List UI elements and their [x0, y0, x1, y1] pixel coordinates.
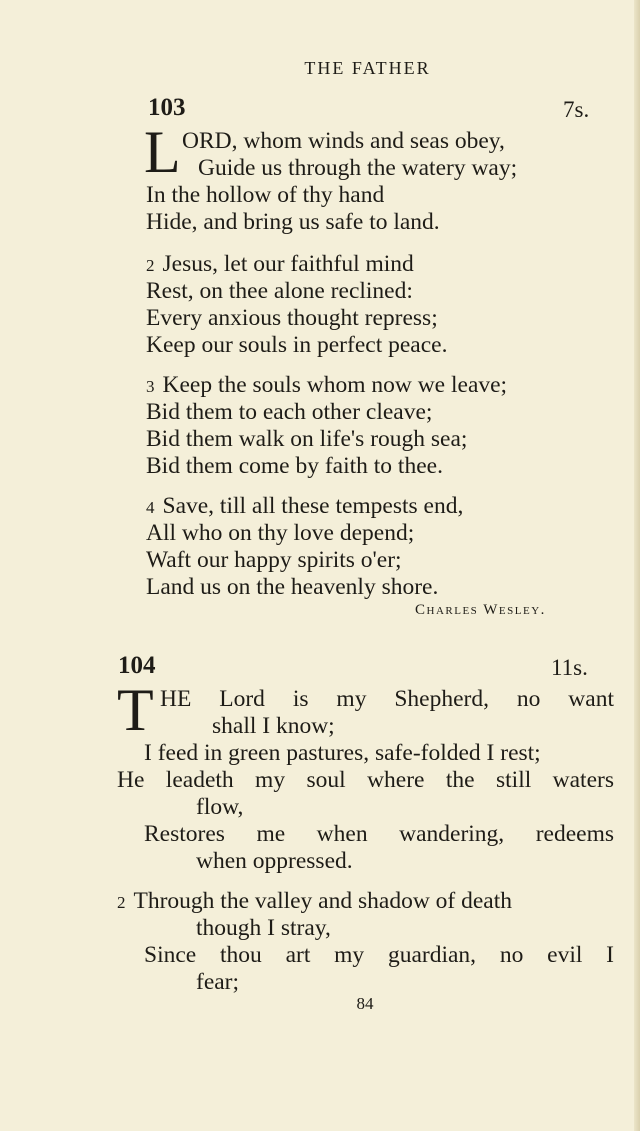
verse-line: Every anxious thought repress; — [146, 305, 438, 331]
verse-line: In the hollow of thy hand — [146, 182, 385, 208]
verse-line: when oppressed. — [196, 848, 353, 874]
stanza-number: 2 — [146, 256, 155, 275]
verse-line: All who on thy love depend; — [146, 520, 415, 546]
verse-line: Hide, and bring us safe to land. — [146, 209, 440, 235]
verse-text: Keep the souls whom now we leave; — [162, 372, 508, 398]
verse-text: Jesus, let our faithful mind — [162, 251, 414, 277]
verse-line: Rest, on thee alone reclined: — [146, 278, 413, 304]
hymn-meter: 7s. — [563, 97, 590, 122]
verse-line: Since thou art my guardian, no evil I — [144, 942, 614, 968]
verse-line: Land us on the heavenly shore. — [146, 574, 439, 600]
verse-line: Restores me when wandering, redeems — [144, 821, 614, 847]
verse-line: fear; — [196, 969, 240, 995]
stanza-number: 3 — [146, 377, 155, 396]
author-attribution: Charles Wesley. — [415, 602, 546, 618]
verse-line: Bid them come by faith to thee. — [146, 453, 443, 479]
page-edge — [634, 0, 640, 1131]
hymn-meter: 11s. — [551, 655, 588, 680]
verse-text: Through the valley and shadow of death — [133, 888, 513, 914]
verse-line: flow, — [196, 794, 244, 820]
verse-line: ORD, whom winds and seas obey, — [182, 128, 505, 154]
stanza-number: 2 — [117, 893, 126, 912]
stanza-number: 4 — [146, 498, 155, 517]
running-head: THE FATHER — [304, 58, 431, 78]
verse-line: though I stray, — [196, 915, 331, 941]
verse-line: Guide us through the watery way; — [198, 155, 518, 181]
verse-line: Keep our souls in perfect peace. — [146, 332, 448, 358]
verse-line — [117, 888, 512, 916]
verse-text: Save, till all these tempests end, — [162, 493, 464, 519]
drop-cap: T — [117, 677, 154, 743]
verse-line — [146, 372, 507, 400]
verse-line: Waft our happy spirits o'er; — [146, 547, 402, 573]
verse-line: Bid them to each other cleave; — [146, 399, 433, 425]
verse-line — [146, 251, 414, 279]
verse-line: I feed in green pastures, safe-folded I rest; — [144, 740, 541, 766]
verse-line: HE Lord is my Shepherd, no want — [160, 686, 614, 712]
page-number: 84 — [356, 994, 374, 1013]
hymn-number: 103 — [148, 94, 186, 121]
hymn-number: 104 — [118, 652, 156, 679]
verse-line — [146, 493, 463, 521]
drop-cap: L — [144, 119, 181, 185]
verse-line: shall I know; — [212, 713, 335, 739]
verse-line: Bid them walk on life's rough sea; — [146, 426, 468, 452]
verse-line: He leadeth my soul where the still waters — [117, 767, 614, 793]
